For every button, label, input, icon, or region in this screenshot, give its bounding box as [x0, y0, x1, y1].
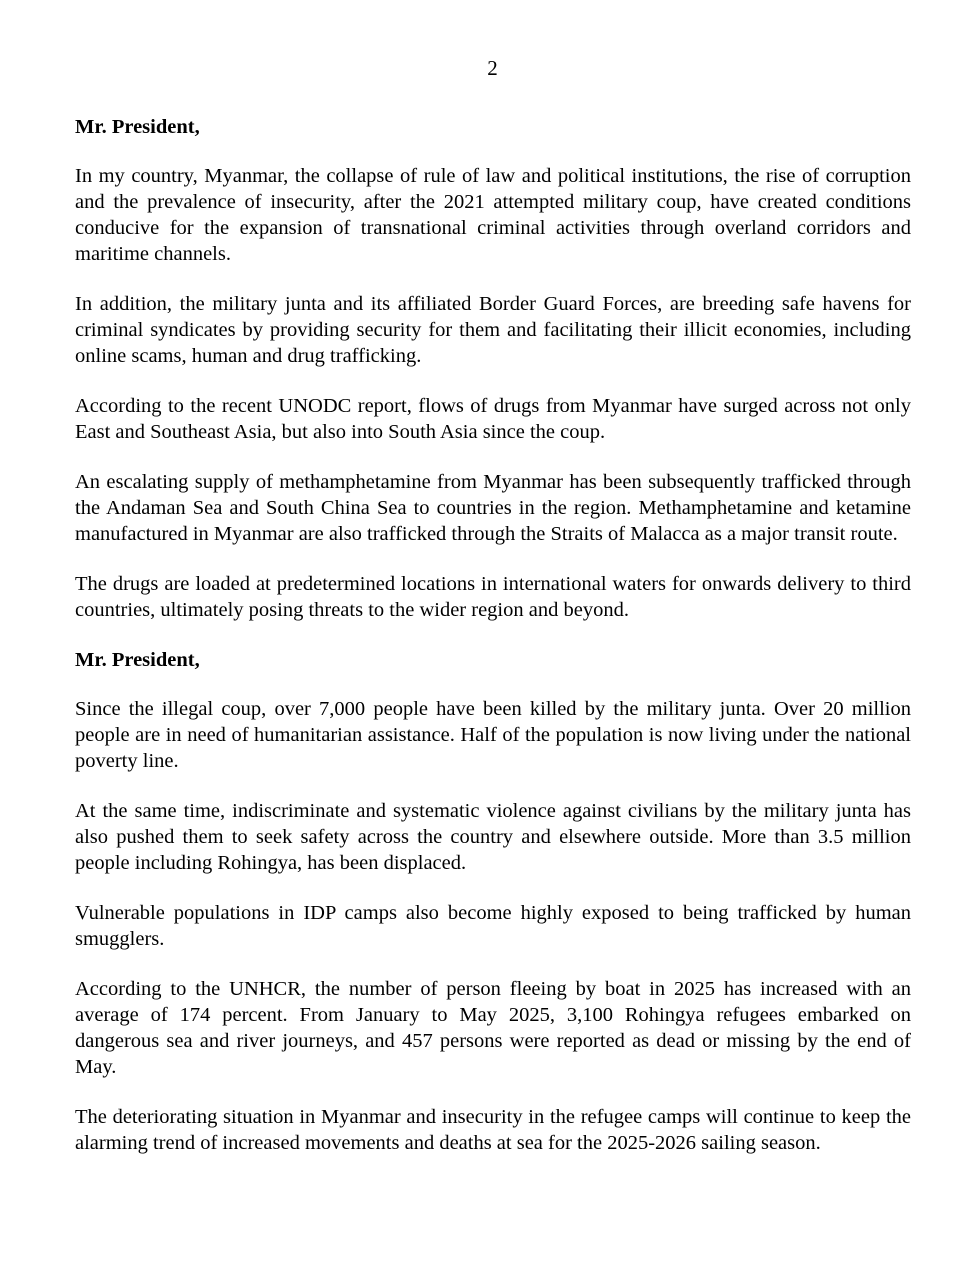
paragraph: The deteriorating situation in Myanmar and insecurity in the refugee camps will continue to keep the alarming trend of increased movements and deaths at sea for the 2025-2026 sailing season.	[75, 1106, 911, 1154]
paragraph: Vulnerable populations in IDP camps also become highly exposed to being trafficked by human smugglers.	[75, 902, 911, 950]
paragraph: According to the recent UNODC report, flows of drugs from Myanmar have surged across not only East and Southeast Asia, but also into South Asia since the coup.	[75, 395, 911, 443]
page-number: 2	[487, 56, 498, 80]
document-body	[75, 114, 911, 1180]
paragraph: Since the illegal coup, over 7,000 people have been killed by the military junta. Over 20 million people are in need of humanitarian assistance. Half of the population is now living under the national poverty line.	[75, 698, 911, 772]
salutation-heading: Mr. President,	[75, 649, 200, 671]
salutation-heading: Mr. President,	[75, 116, 200, 138]
paragraph: In my country, Myanmar, the collapse of rule of law and political institutions, the rise of corruption and the prevalence of insecurity, after the 2021 attempted military coup, have created conditions conducive for the expansion of transnational criminal activities through overland corridors and maritime channels.	[75, 165, 911, 265]
paragraph: According to the UNHCR, the number of person fleeing by boat in 2025 has increased with an average of 174 percent. From January to May 2025, 3,100 Rohingya refugees embarked on dangerous sea and river journeys, and 457 persons were reported as dead or missing by the end of May.	[75, 978, 911, 1078]
paragraph: In addition, the military junta and its affiliated Border Guard Forces, are breeding safe havens for criminal syndicates by providing security for them and facilitating their illicit economies, including online scams, human and drug trafficking.	[75, 293, 911, 367]
paragraph: The drugs are loaded at predetermined locations in international waters for onwards delivery to third countries, ultimately posing threats to the wider region and beyond.	[75, 573, 911, 621]
paragraph: An escalating supply of methamphetamine from Myanmar has been subsequently trafficked through the Andaman Sea and South China Sea to countries in the region. Methamphetamine and ketamine manufactured in Myanmar are also trafficked through the Straits of Malacca as a major transit route.	[75, 471, 911, 545]
paragraph: At the same time, indiscriminate and systematic violence against civilians by the military junta has also pushed them to seek safety across the country and elsewhere outside. More than 3.5 million people including Rohingya, has been displaced.	[75, 800, 911, 874]
